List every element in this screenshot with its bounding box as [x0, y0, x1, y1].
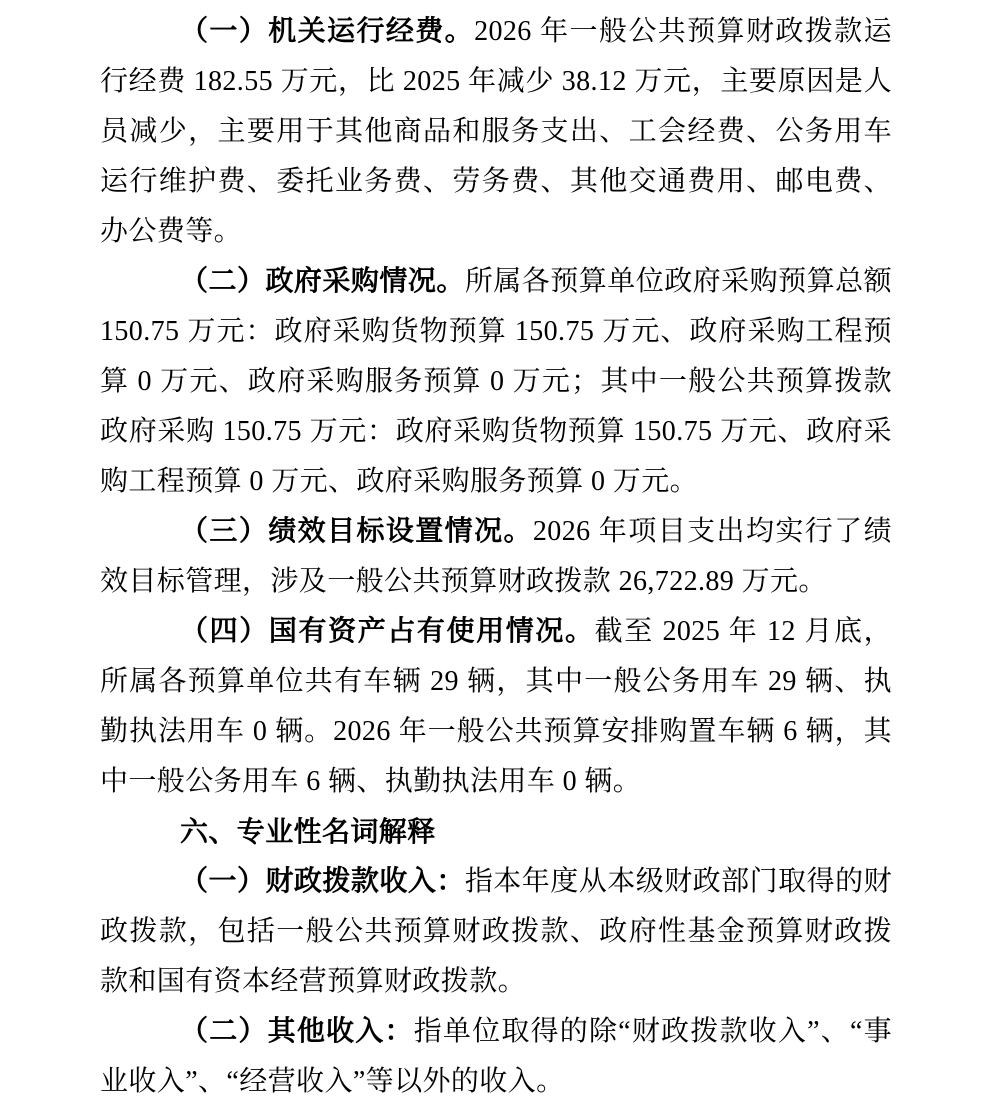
paragraph-lead: （一）财政拨款收入： — [180, 866, 465, 897]
paragraph-lead: （三）绩效目标设置情况。 — [180, 516, 533, 547]
paragraph-state-owned-assets — [100, 607, 892, 807]
paragraph-text: 截至 2025 年 12 月底，所属各预算单位共有车辆 29 辆，其中一般公务用车 29 辆、执勤执法用车 0 辆。2026 年一般公共预算安排购置车辆 6 辆，其中一般公务用车 6 辆、执勤执法用车 0 辆。 — [100, 616, 892, 797]
paragraph-text: 所属各预算单位政府采购预算总额 150.75 万元：政府采购货物预算 150.75 万元、政府采购工程预算 0 万元、政府采购服务预算 0 万元；其中一般公共预算拨款政府采购 150.75 万元：政府采购货物预算 150.75 万元、政府采购工程预算 0 万元、政府采购服务预算 0 万元。 — [100, 266, 892, 497]
paragraph-text: 指本年度从本级财政部门取得的财政拨款，包括一般公共预算财政拨款、政府性基金预算财政拨款和国有资本经营预算财政拨款。 — [100, 866, 892, 997]
paragraph-lead: （二）政府采购情况。 — [180, 266, 465, 297]
paragraph-definition-other-income — [100, 1007, 892, 1107]
paragraph-agency-operating-expenses — [100, 7, 892, 257]
paragraph-definition-fiscal-appropriation-income — [100, 857, 892, 1007]
section-heading-glossary: 六、专业性名词解释 — [180, 816, 436, 847]
paragraph-lead: （一）机关运行经费。 — [180, 16, 475, 47]
paragraph-lead: （二）其他收入： — [180, 1016, 414, 1047]
paragraph-lead: （四）国有资产占有使用情况。 — [180, 616, 595, 647]
paragraph-text: 指单位取得的除“财政拨款收入”、“事业收入”、“经营收入”等以外的收入。 — [100, 1016, 892, 1097]
paragraph-text: 2026 年一般公共预算财政拨款运行经费 182.55 万元，比 2025 年减少 38.12 万元，主要原因是人员减少，主要用于其他商品和服务支出、工会经费、公务用车运行维护费、委托业务费、劳务费、其他交通费用、邮电费、办公费等。 — [100, 16, 892, 247]
paragraph-performance-targets — [100, 507, 892, 607]
paragraph-text: 2026 年项目支出均实行了绩效目标管理，涉及一般公共预算财政拨款 26,722.89 万元。 — [100, 516, 892, 597]
paragraph-government-procurement — [100, 257, 892, 507]
